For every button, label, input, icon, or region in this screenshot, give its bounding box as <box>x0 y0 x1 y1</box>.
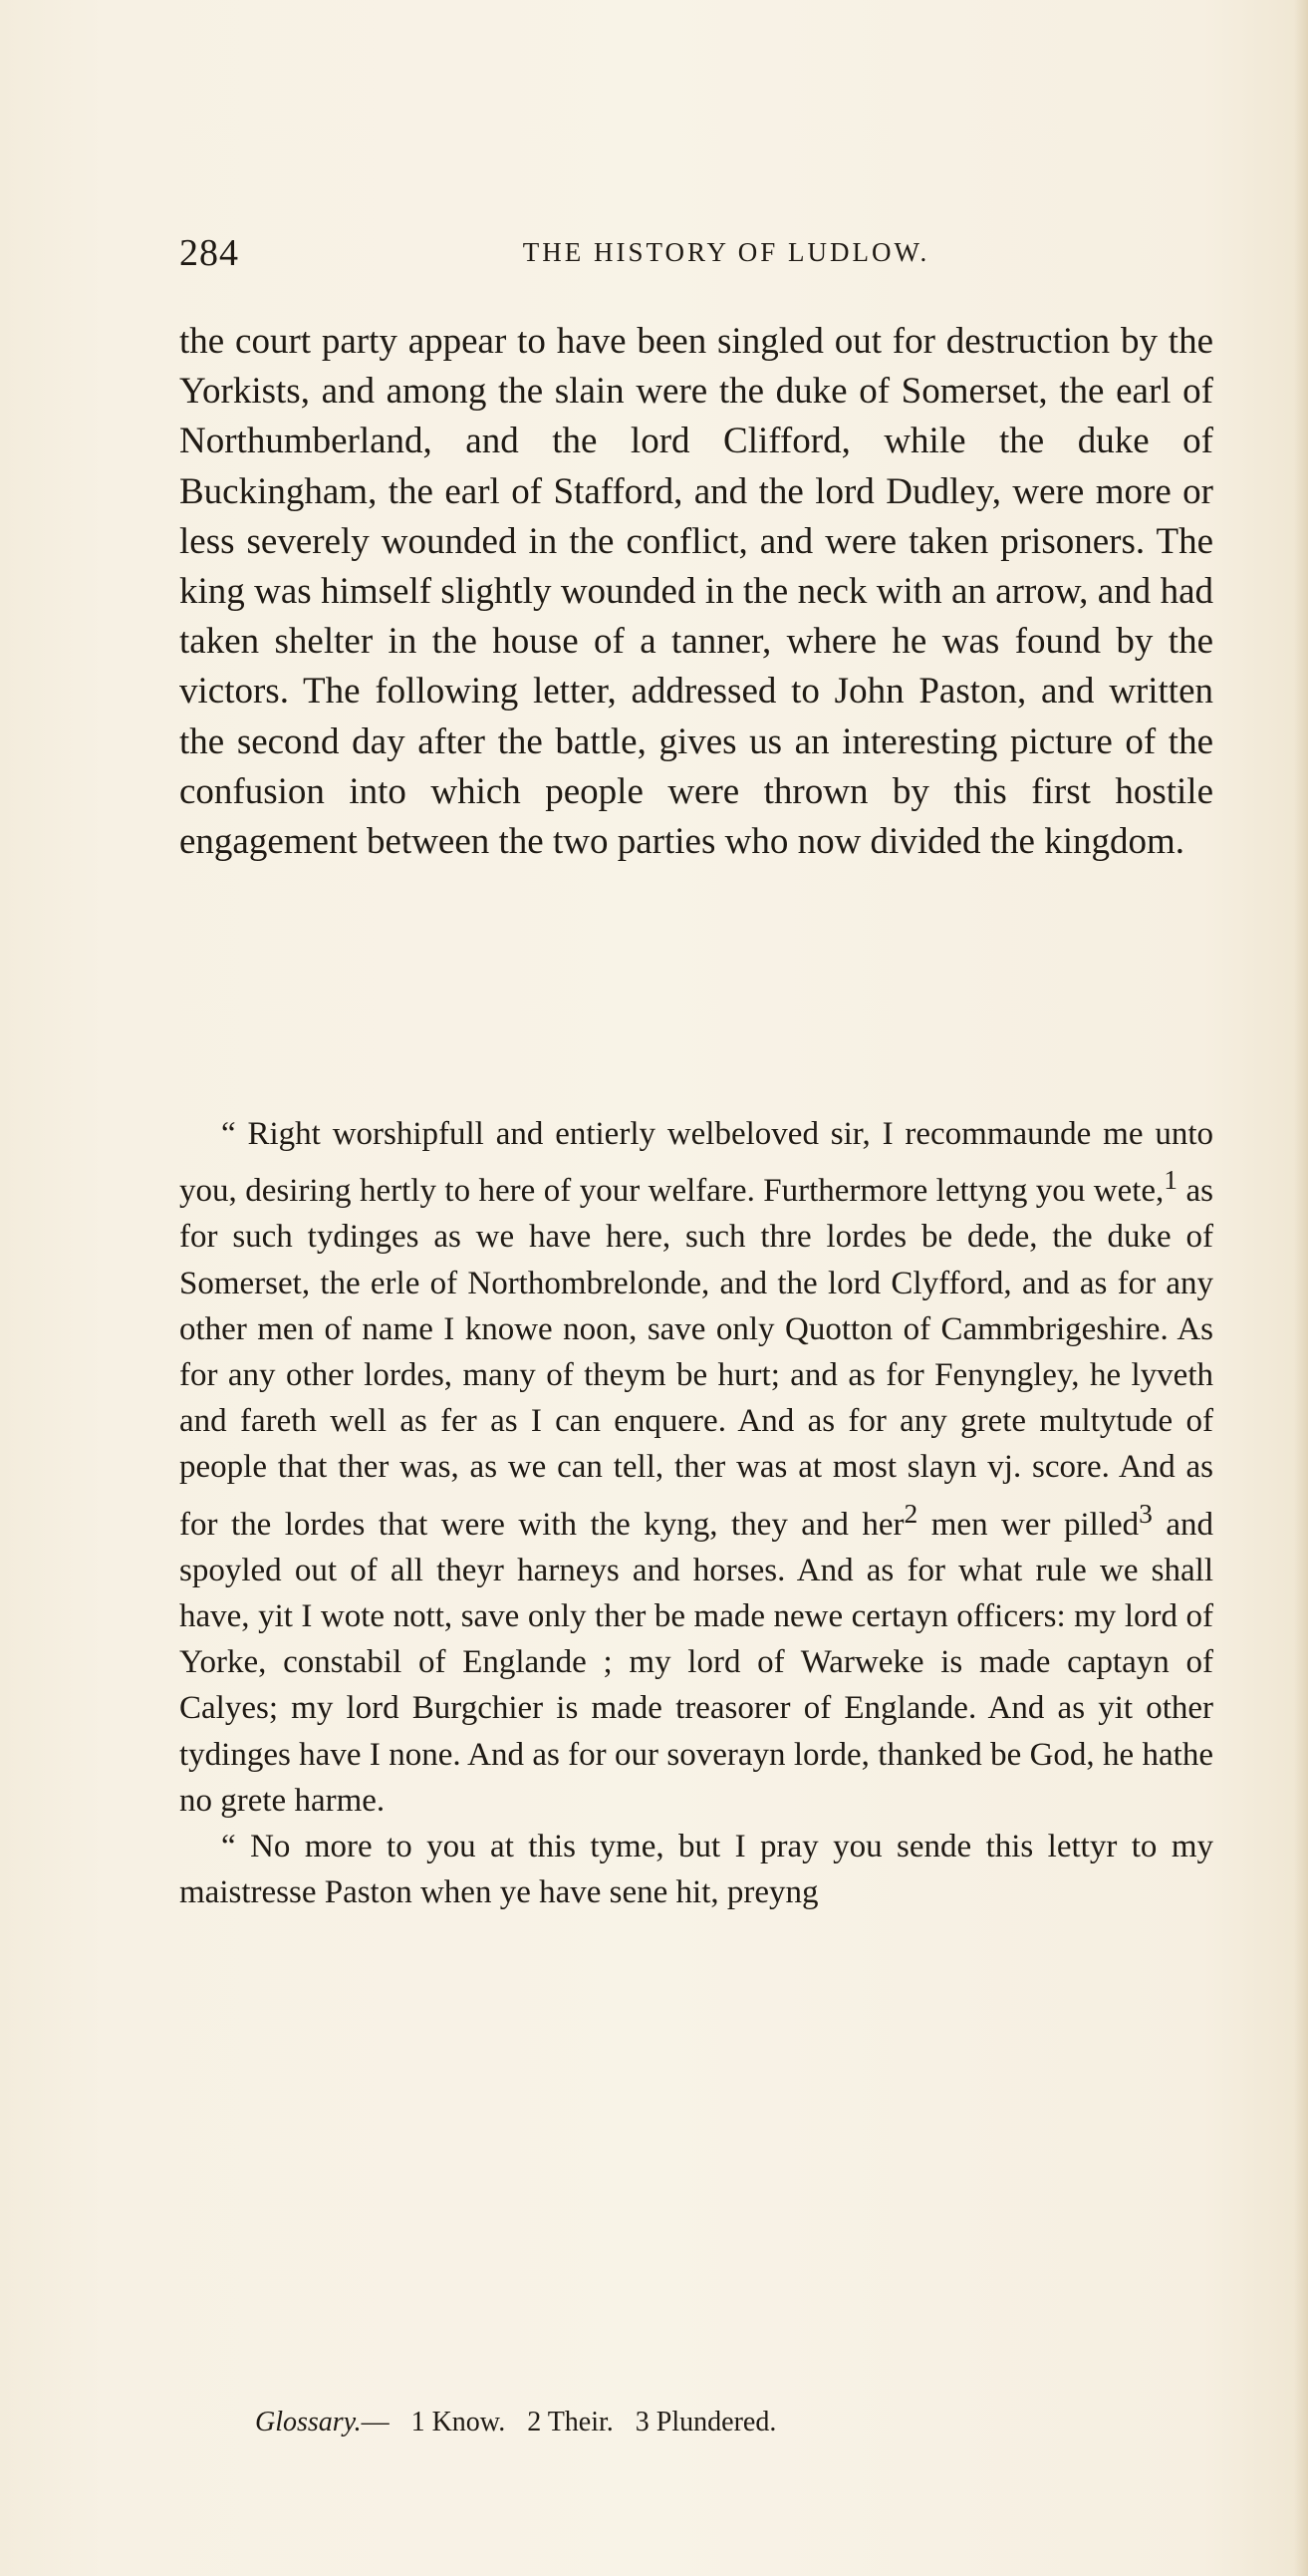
glossary-label: Glossary. <box>255 2407 362 2437</box>
letter-text: men wer pilled <box>917 1506 1140 1543</box>
quoted-letter <box>179 1111 1213 1915</box>
glossary-dash: — <box>361 2407 390 2437</box>
page-number: 284 <box>179 232 239 274</box>
letter-paragraph-1 <box>179 1111 1213 1824</box>
letter-text: and spoyled out of all theyr harneys and horses. And as for what rule we shall have, yit I wote nott, save only ther be made newe certayn officers: my lord of Yorke, constabil of Englande ; my lord of Warweke is made captayn of Calyes; my lord Burgchier is made treasorer of Englande. And as yit other tydinges have I none. And as for our soverayn lorde, thanked be God, he hathe no grete harme. <box>179 1506 1214 1819</box>
footnote-marker: 2 <box>904 1497 918 1529</box>
footnote-marker: 1 <box>1164 1164 1178 1196</box>
letter-text: as for such tydinges as we have here, such thre lordes be dede, the duke of Somerset, the erle of Northombrelonde, and the lord Clyfford, and as for any other men of name I knowe noon, save only Quotton of Cammbrigeshire. As for any other lordes, many of theym be hurt; and as for Fenyngley, he lyveth and fareth well as fer as I can enquere. And as for any grete multytude of people that ther was, as we can tell, ther was at most slayn vj. score. And as for the lordes that were with the kyng, they and her <box>179 1173 1213 1543</box>
letter-text: “ Right worshipfull and entierly welbeloved sir, I recommaunde me unto you, desiring hertly to here of your welfare. Furthermore lettyng you wete, <box>179 1116 1213 1210</box>
page-header <box>179 231 1213 279</box>
running-title: THE HISTORY OF LUDLOW. <box>522 237 930 267</box>
body-paragraph: the court party appear to have been singled out for destruction by the Yorkists, and among the slain were the duke of Somerset, the earl of Northumberland, and the lord Clifford, while the duke of Buckingham, the earl of Stafford, and the lord Dudley, were more or less severely wounded in the conflict, and were taken prisoners. The king was himself slightly wounded in the neck with an arrow, and had taken shelter in the house of a tanner, where he was found by the victors. The following letter, addressed to John Paston, and written the second day after the battle, gives us an interesting picture of the confusion into which people were thrown by this first hostile engagement between the two parties who now divided the kingdom. <box>179 321 1213 863</box>
footnote-3: 3 Plundered. <box>635 2407 777 2437</box>
page-edge-shadow <box>1294 0 1308 2576</box>
footnote-marker: 3 <box>1139 1497 1153 1529</box>
footnote-1: 1 Know. <box>410 2407 506 2437</box>
footnote-2: 2 Their. <box>527 2407 614 2437</box>
letter-paragraph-2: “ No more to you at this tyme, but I pray you sende this lettyr to my maistresse Paston when ye have sene hit, preyng <box>179 1829 1213 1911</box>
glossary-footnotes <box>255 2407 776 2438</box>
